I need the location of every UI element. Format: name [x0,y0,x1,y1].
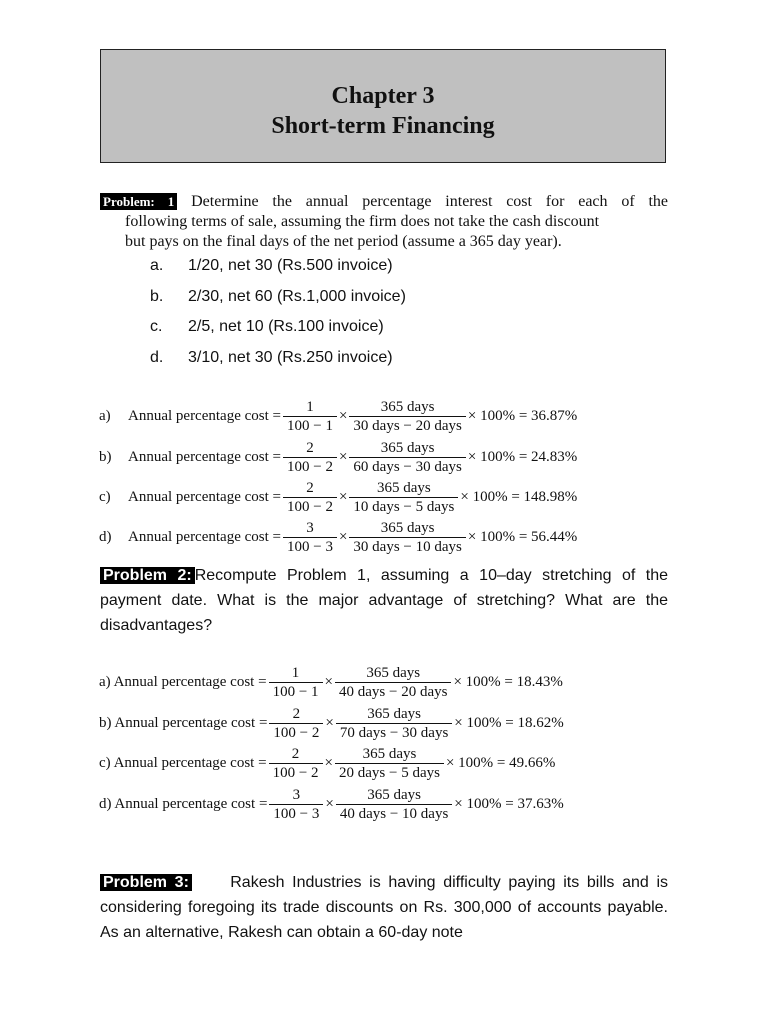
option-item: c. 2/5, net 10 (Rs.100 invoice) [150,318,384,335]
problem-2-answer-b: b) Annual percentage cost = $\frac{2}{100 - 2}$ × $\frac{\text{365 days}}{\text{70 days − 30 days}}$ × 100% = 18.62% [99,706,564,741]
problem-2-statement [100,563,668,638]
option-item: b. 2/30, net 60 (Rs.1,000 invoice) [150,287,406,305]
problem-2-answer-d: d) Annual percentage cost = $\frac{3}{100 - 3}$ × $\frac{\text{365 days}}{\text{40 days − 10 days}}$ × 100% = 37.63% [99,787,564,822]
problem-1-line-2: following terms of sale, assuming the firm does not take the cash discount [125,213,600,230]
problem-1-line-1: Determine the annual percentage interest cost for each of the [191,193,669,210]
problem-1-tag: Problem: 1 [100,193,177,210]
problem-3-text: Rakesh Industries is having difficulty paying its bills and is considering foregoing its trade discounts on Rs. 300,000 of accounts payable. As an alternative, Rakesh can obtain a 60-day note [100,874,668,941]
problem-1-line-3: but pays on the final days of the net period (assume a 365 day year). [125,233,562,250]
chapter-header [100,49,666,163]
option-item: a. 1/20, net 30 (Rs.500 invoice) [150,257,393,274]
chapter-title: Short-term Financing [271,113,495,139]
chapter-number: Chapter 3 [331,83,435,109]
problem-1-answer-b: b) Annual percentage cost = $\frac{2}{100 - 2}$ × $\frac{\text{365 days}}{\text{60 days − 30 days}}$ × 100% = 24.83% [99,440,578,475]
problem-2-answer-a: a) Annual percentage cost = $\frac{1}{100 - 1}$ × $\frac{\text{365 days}}{\text{40 days − 20 days}}$ × 100% = 18.43% [99,665,563,700]
problem-1-answer-a: a) Annual percentage cost = $\frac{1}{100 - 1}$ × $\frac{\text{365 days}}{\text{30 days − 20 days}}$ × 100% = 36.87% [99,399,578,434]
problem-2-answer-c: c) Annual percentage cost = $\frac{2}{100 - 2}$ × $\frac{\text{365 days}}{\text{20 days − 5 days}}$ × 100% = 49.66% [99,746,556,781]
problem-1-answer-d: d) Annual percentage cost = $\frac{3}{100 - 3}$ × $\frac{\text{365 days}}{\text{30 days − 10 days}}$ × 100% = 56.44% [99,520,578,555]
problem-3-statement [100,870,668,945]
problem-2-text: Recompute Problem 1, assuming a 10–day stretching of the payment date. What is the major advantage of stretching? What are the disadvantages? [100,567,669,634]
problem-1-options [150,256,406,378]
problem-2-tag: Problem 2: [100,567,195,584]
problem-1-statement [100,192,668,252]
problem-3-tag: Problem 3: [100,874,192,891]
problem-1-answer-c: c) Annual percentage cost = $\frac{2}{100 - 2}$ × $\frac{\text{365 days}}{\text{10 days − 5 days}}$ × 100% = 148.98% [99,480,578,515]
option-item: d. 3/10, net 30 (Rs.250 invoice) [150,348,393,366]
